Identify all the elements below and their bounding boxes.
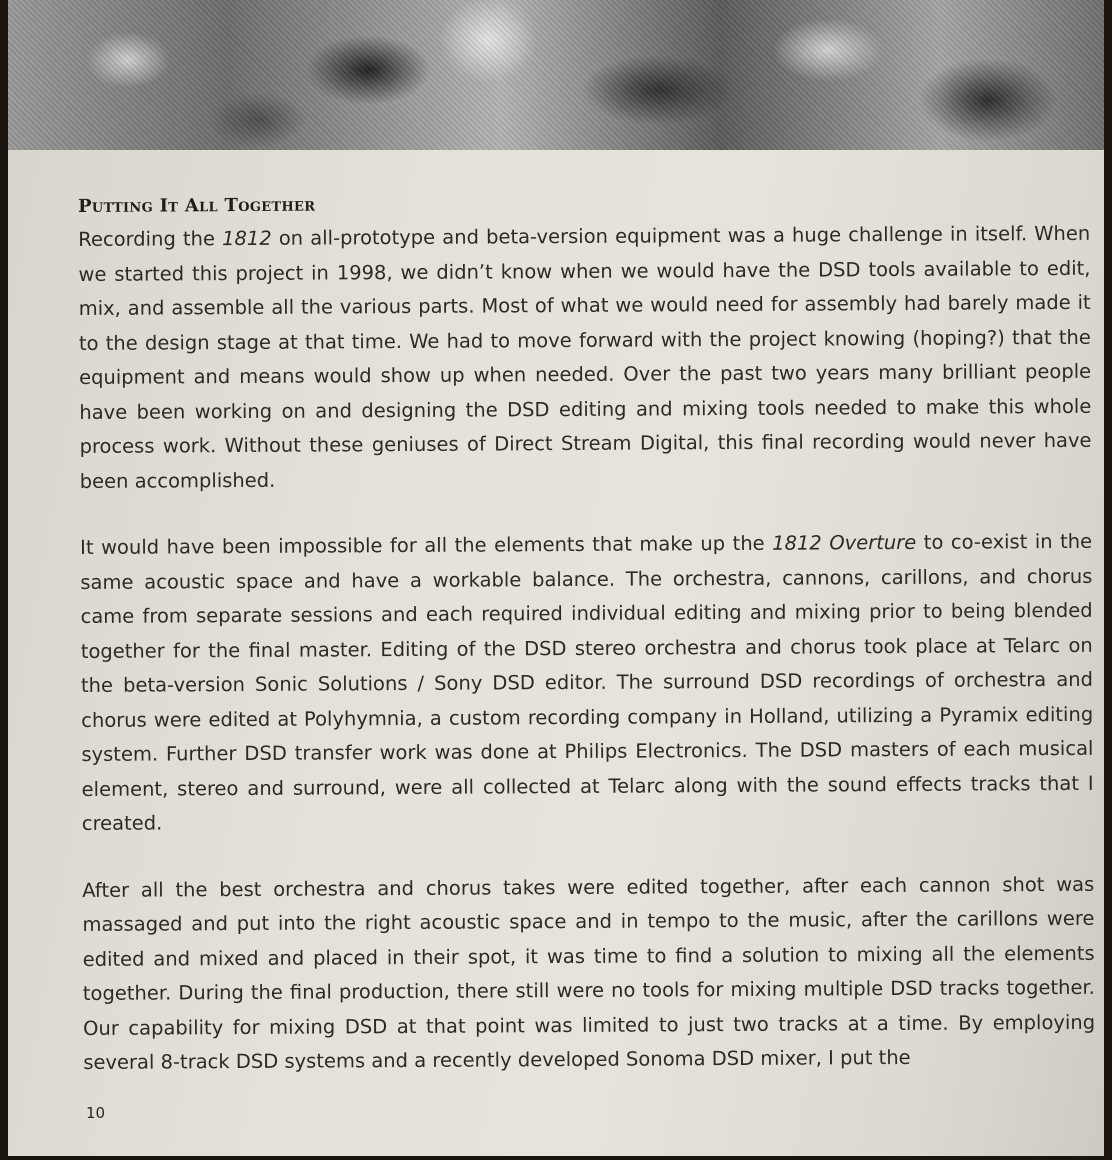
paragraph-2-text: It would have been impossible for all the elements that make up the [80,531,773,559]
paragraph-2 [80,525,1094,842]
page-number: 10 [86,1104,106,1122]
paragraph-2-italic: 1812 Overture [772,530,917,555]
book-page [8,0,1104,1156]
header-photograph [8,0,1104,150]
paragraph-3-text: After all the best orchestra and chorus takes were edited together, after each cannon shot was massaged and put into the right acoustic space and in tempo to the music, after the carillons were edited and mixed and placed in their spot, it was time to find a solution to mixing all the elements together. During the final production, there still were no tools for mixing multiple DSD tracks together. Our capability for mixing DSD at that point was limited to just two tracks at a time. By employing several 8-track DSD systems and a recently developed Sonoma DSD mixer, I put the [82,872,1096,1074]
body-text [78,190,1095,1081]
paragraph-1-text: Recording the [78,227,223,251]
paragraph-2-text: to co-exist in the same acoustic space and have a workable balance. The orchestra, cannons, carillons, and chorus came from separate sessions and each required individual editing and mixing prior to being blended together for the final master. Editing of the DSD stereo orchestra and chorus took place at Telarc on the beta-version Sonic Solutions / Sony DSD editor. The surround DSD recordings of orchestra and chorus were edited at Polyhymnia, a custom recording company in Holland, utilizing a Pyramix editing system. Further DSD transfer work was done at Philips Electronics. The DSD masters of each musical element, stereo and surround, were all collected at Telarc along with the sound effects tracks that I created. [80,529,1094,835]
paragraph-1-italic: 1812 [221,226,272,251]
paragraph-3 [82,867,1095,1080]
paragraph-1-text: on all-prototype and beta-version equipment was a huge challenge in itself. When we started this project in 1998, we didn’t know when we would have the DSD tools available to edit, mix, and assemble all the various parts. Most of what we would need for assembly had barely made it to the design stage at that time. We had to move forward with the project knowing (hoping?) that the equipment and means would show up when needed. Over the past two years many brilliant people have been working on and designing the DSD editing and mixing tools needed to make this whole process work. Without these geniuses of Direct Stream Digital, this final recording would never have been accomplished. [78,221,1092,493]
section-heading: Putting It All Together [78,194,316,217]
paragraph-1 [78,217,1092,499]
